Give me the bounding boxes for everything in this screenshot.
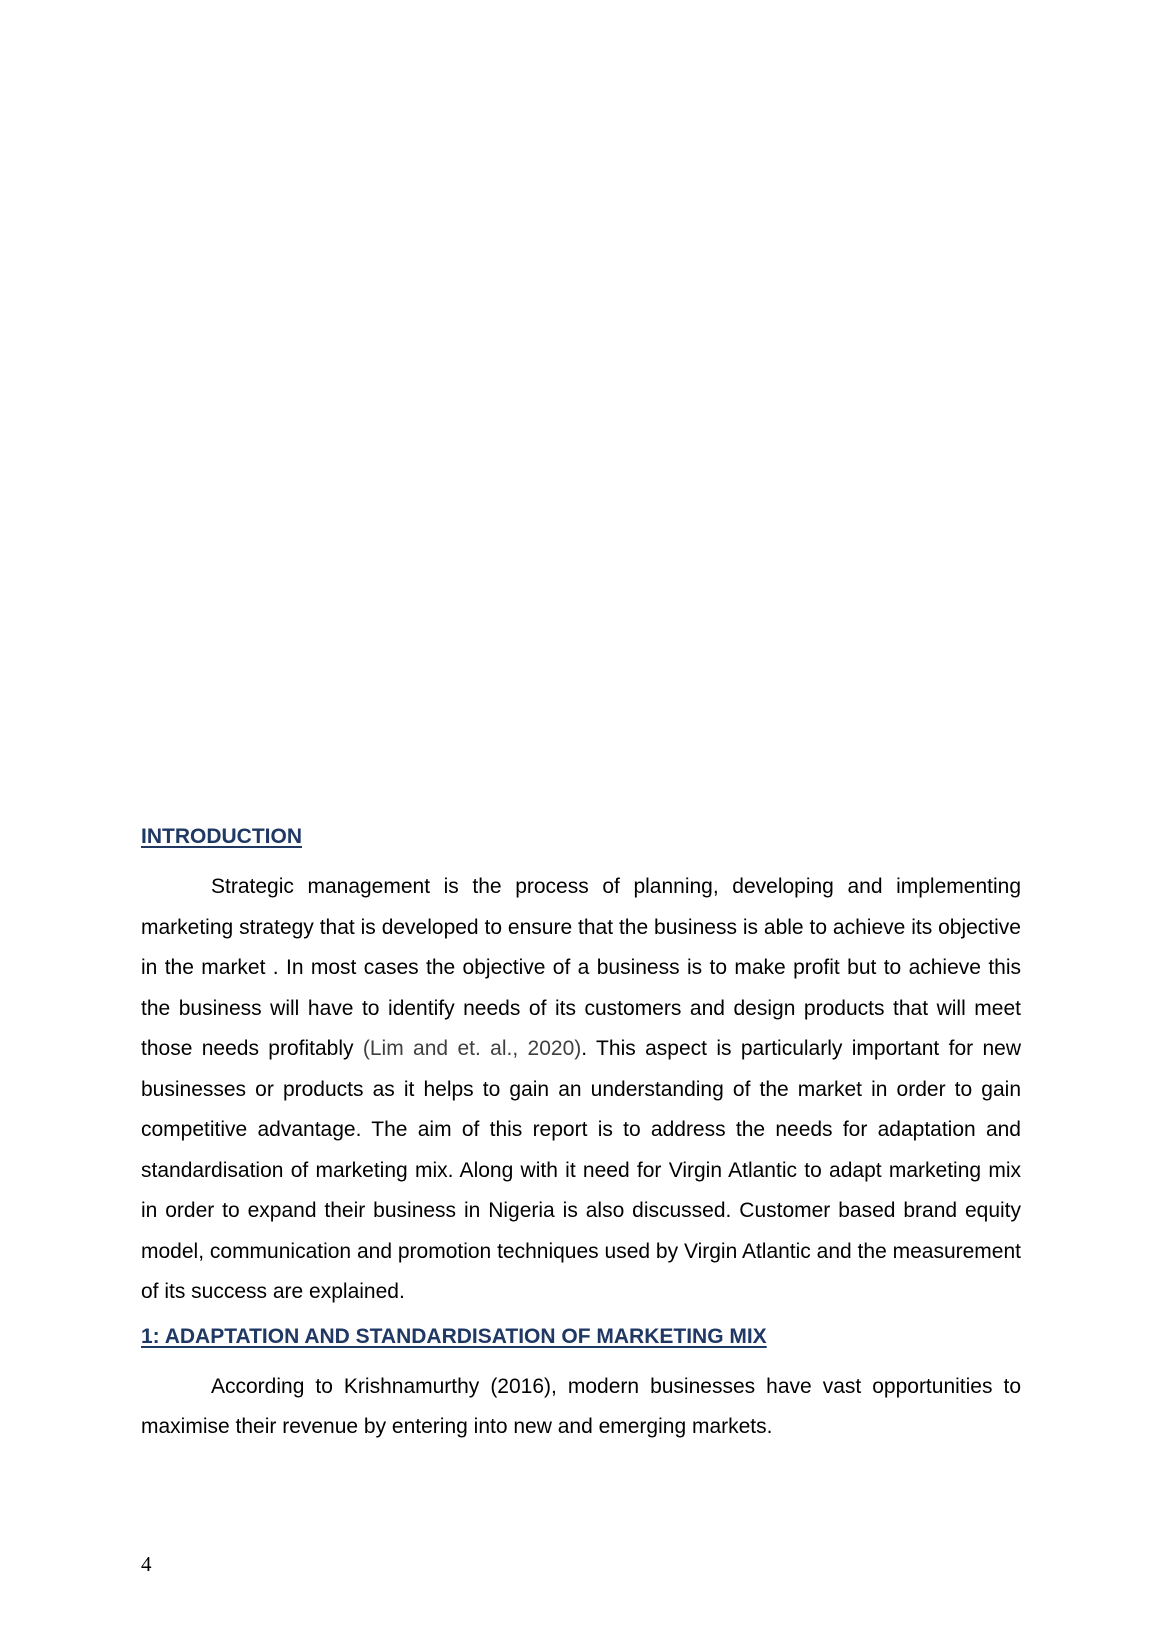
section1-paragraph: According to Krishnamurthy (2016), modern businesses have vast opportunities to maximise their revenue by entering into new and emerging markets. (141, 1374, 1021, 1438)
citation: (Lim and et. al., 2020) (362, 1037, 582, 1060)
introduction-heading: INTRODUCTION (141, 825, 302, 848)
introduction-text-part1: Strategic management is the process of planning, developing and implementing marketing strategy that is developed to ensure that the business is able to achieve its objective in the market . In most cases the objective of a business is to make profit but to achieve this the business will have to identify needs of its customers and design products that will meet those needs profitably (141, 875, 1021, 1060)
introduction-text-part2: . This aspect is particularly important for new businesses or products as it helps to gain an understanding of the market in order to gain competitive advantage. The aim of this report is to address the needs for adaptation and standardisation of marketing mix. Along with it need for Virgin Atlantic to adapt marketing mix in order to expand their business in Nigeria is also discussed. Customer based brand equity model, communication and promotion techniques used by Virgin Atlantic and the measurement of its success are explained. (141, 1037, 1022, 1303)
page-number: 4 (141, 1552, 152, 1576)
page-content (141, 823, 1021, 1448)
introduction-paragraph (141, 867, 1021, 1313)
section1-heading: 1: ADAPTATION AND STANDARDISATION OF MARKETING MIX (141, 1324, 767, 1348)
